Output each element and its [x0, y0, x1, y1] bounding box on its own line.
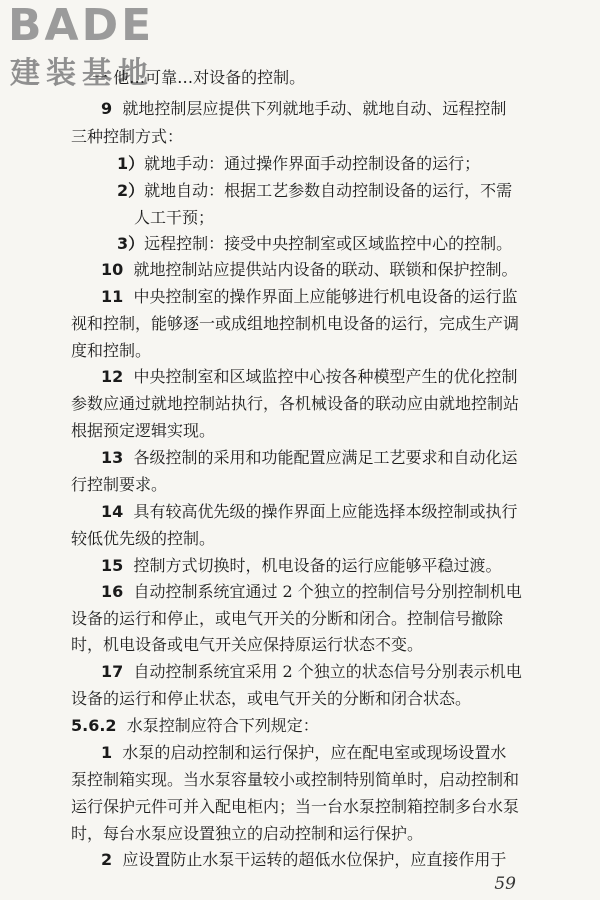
logo-subtitle: 建装基地 [10, 56, 154, 91]
item-16: 16 自动控制系统宜通过 2 个独立的控制信号分别控制机电 [101, 582, 522, 601]
section-item-2: 2 应设置防止水泵干运转的超低水位保护，应直接作用于 [101, 850, 507, 869]
item-17: 17 自动控制系统宜采用 2 个独立的状态信号分别表示机电 [101, 662, 522, 681]
section-item-1: 1 水泵的启动控制和运行保护，应在配电室或现场设置水 [101, 743, 507, 762]
subitem-2: 2）就地自动：根据工艺参数自动控制设备的运行，不需 [117, 181, 513, 200]
subitem-3: 3）远程控制：接受中央控制室或区域监控中心的控制。 [117, 234, 513, 253]
line-0: 一 他…可靠…对设备的控制。 [92, 68, 306, 87]
subitem-2-cont: 人工干预； [134, 208, 215, 227]
item-10: 10 就地控制站应提供站内设备的联动、联锁和保护控制。 [101, 260, 518, 279]
item-13-cont: 行控制要求。 [71, 475, 168, 494]
subitem-1: 1）就地手动：通过操作界面手动控制设备的运行； [117, 154, 481, 173]
item-13: 13 各级控制的采用和功能配置应满足工艺要求和自动化运 [101, 448, 518, 467]
item-11-cont-1: 视和控制，能够逐一或成组地控制机电设备的运行，完成生产调 [71, 314, 520, 333]
section-item-1-cont-2: 运行保护元件可并入配电柜内；当一台水泵控制箱控制多台水泵 [71, 797, 520, 816]
item-11-cont-2: 度和控制。 [71, 341, 152, 360]
item-9-cont: 三种控制方式： [71, 127, 184, 146]
item-16-cont-1: 设备的运行和停止，或电气开关的分断和闭合。控制信号撤除 [71, 609, 504, 628]
section-item-1-cont-1: 泵控制箱实现。当水泵容量较小或控制特别简单时，启动控制和 [71, 770, 520, 789]
item-9: 9 就地控制层应提供下列就地手动、就地自动、远程控制 [101, 99, 507, 118]
item-14-cont: 较低优先级的控制。 [71, 529, 216, 548]
item-12-cont-2: 根据预定逻辑实现。 [71, 421, 216, 440]
item-12: 12 中央控制室和区域监控中心按各种模型产生的优化控制 [101, 367, 518, 386]
logo-brand: BADE [8, 0, 155, 51]
item-17-cont: 设备的运行和停止状态，或电气开关的分断和闭合状态。 [71, 689, 472, 708]
page-number: 59 [494, 874, 516, 894]
item-15: 15 控制方式切换时，机电设备的运行应能够平稳过渡。 [101, 556, 502, 575]
item-16-cont-2: 时，机电设备或电气开关应保持原运行状态不变。 [71, 635, 424, 654]
item-12-cont-1: 参数应通过就地控制站执行，各机械设备的联动应由就地控制站 [71, 394, 520, 413]
item-11: 11 中央控制室的操作界面上应能够进行机电设备的运行监 [101, 287, 518, 306]
section-item-1-cont-3: 时，每台水泵应设置独立的启动控制和运行保护。 [71, 824, 424, 843]
section-5-6-2: 5.6.2 水泵控制应符合下列规定： [71, 716, 319, 735]
item-14: 14 具有较高优先级的操作界面上应能选择本级控制或执行 [101, 502, 518, 521]
